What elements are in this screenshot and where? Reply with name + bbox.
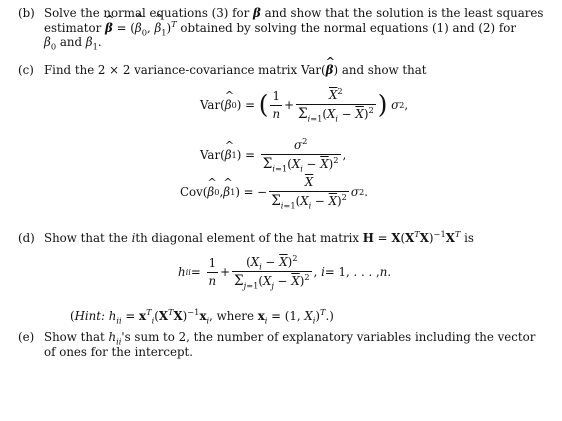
part-e-line2: of ones for the intercept.	[44, 344, 193, 359]
part-e-line1: Show that $h_{ii}'s$ sum to 2, the number of explanatory variables including the vector	[44, 330, 536, 347]
equation-var-beta1: Var( ^ β 1 ) = $\frac{\sigma^2}{\Sigma_{i=1}(X_i - \overline{X})^2}$ ,	[200, 138, 346, 173]
part-d	[18, 229, 544, 246]
part-b	[18, 6, 544, 52]
part-c-label: (c)	[18, 63, 34, 77]
equation-hii: h ii = $\frac{1}{n}$ + $\frac{(X_i - \overline{X})^2}{\Sigma_{j=1}(X_j - \overline{X})^2}$ , i = 1, . . . , n .	[178, 253, 392, 291]
part-e-label: (e)	[18, 330, 35, 344]
part-d-label: (d)	[18, 231, 35, 245]
equation-cov: Cov( ^ β 0 , ^ β 1 ) = − $\frac{\overline{X}}{\Sigma_{i=1}(X_i - \overline{X})^2}$ σ 2 .	[180, 175, 368, 210]
hint-line: (Hint: $h_{ii} = x^T_i(X^TX)^{-1}x_i$, where $x_i = (1$, $X_i)^T$.)	[70, 307, 334, 326]
part-c	[18, 63, 544, 78]
part-b-label: (b)	[18, 6, 35, 20]
part-e	[18, 330, 544, 359]
part-c-line1: Find the 2 × 2 variance-covariance matrix Var(^ β) and show that	[44, 63, 544, 78]
part-b-line1: Solve the normal equations (3) for β and show that the solution is the least squares	[44, 6, 544, 20]
part-d-line1: Show that the ith diagonal element of the hat matrix $H = X(X^TX)^{-1}X^T$ is	[44, 229, 474, 245]
part-b-line3: $\beta_0$ and $\beta_1$.	[44, 35, 102, 52]
part-b-line2: estimator ^ β = (^ $\beta_0$, ^ $\beta_1)^T$ obtained by solving the normal equations (1) and (2) for	[44, 21, 544, 36]
equation-var-beta0: Var( ^ β 0 ) = ( $\frac{1}{n}$ + $\frac{\overline{X}^2}{\Sigma_{i=1}(X_i - \overline{X})^2}$ ) σ 2 ,	[200, 88, 408, 123]
